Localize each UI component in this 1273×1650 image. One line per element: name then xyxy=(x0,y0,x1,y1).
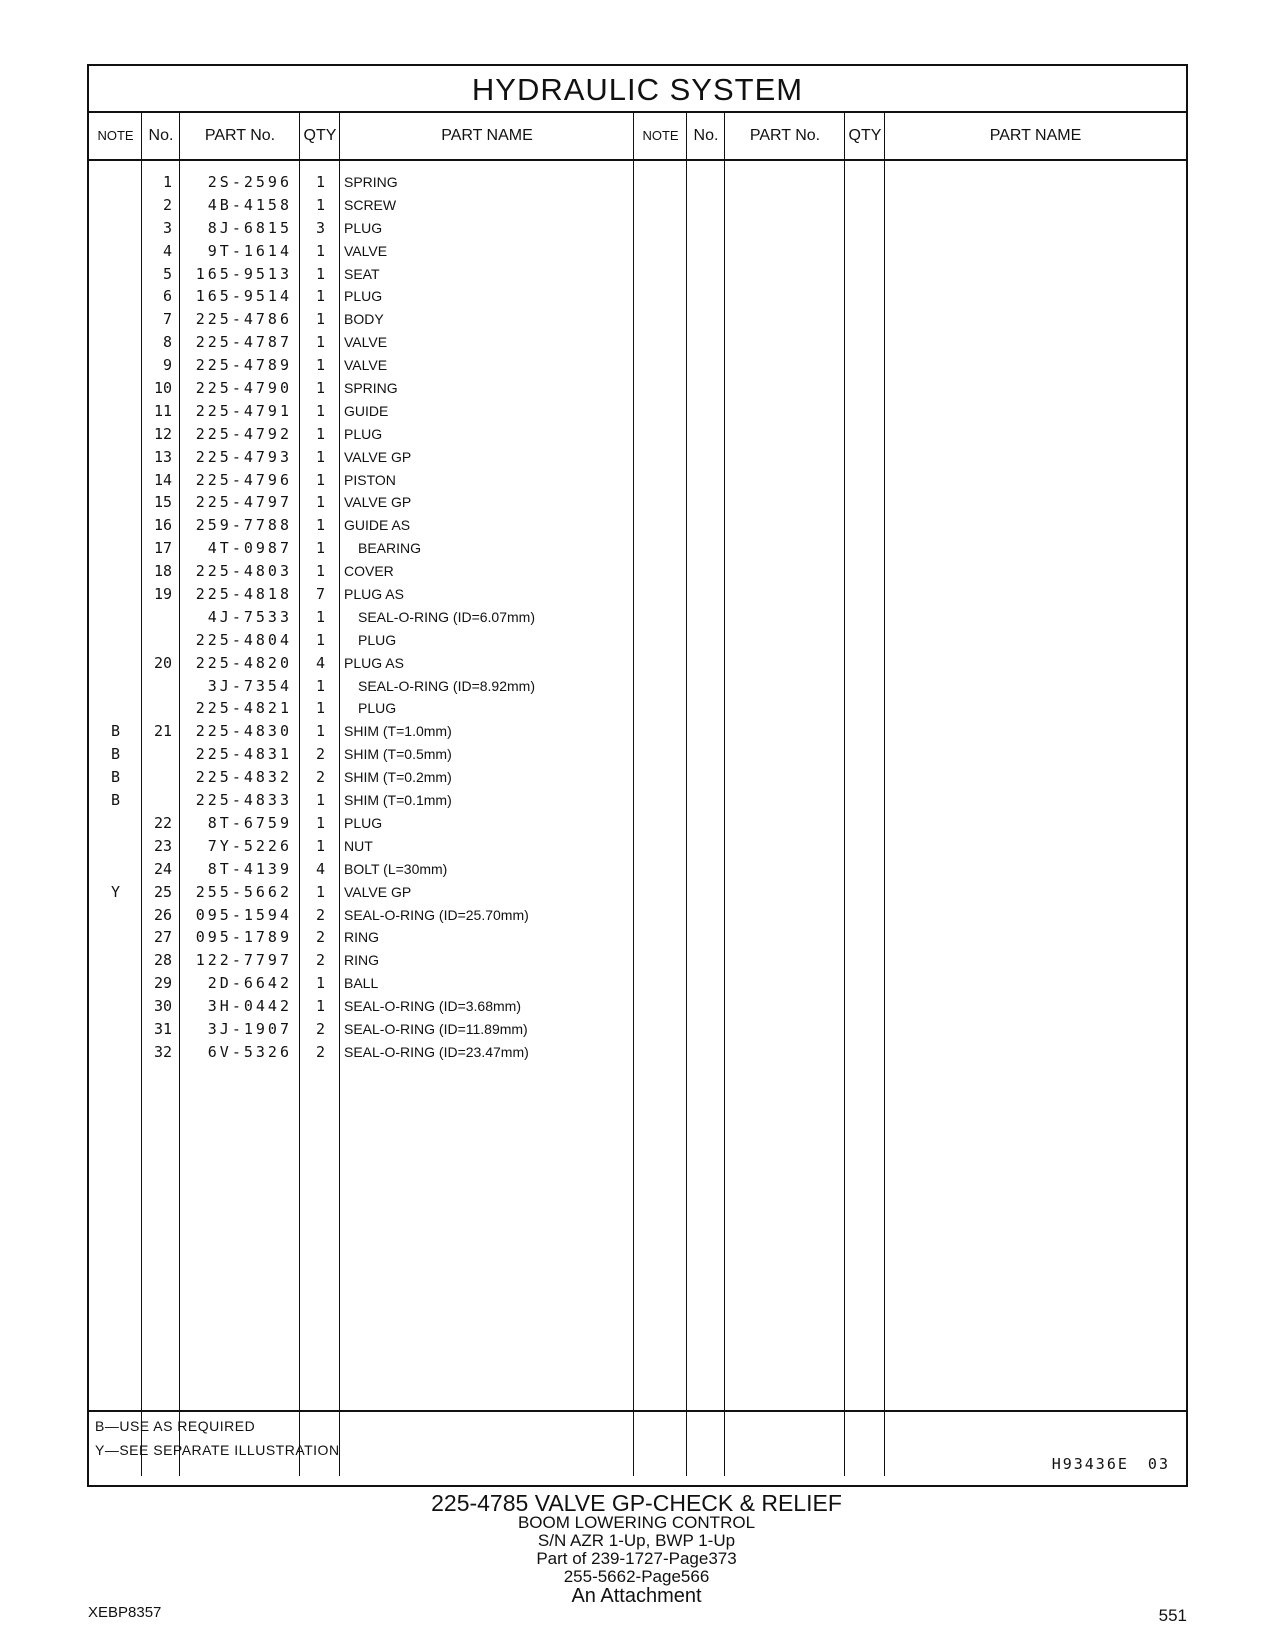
part-name-cell: VALVE xyxy=(344,334,388,351)
part-number-cell: 255-5662 xyxy=(195,882,292,901)
item-number-cell: 12 xyxy=(153,424,172,443)
part-name-cell: SHIM (T=0.1mm) xyxy=(344,792,452,809)
quantity-cell: 1 xyxy=(315,516,325,535)
item-number-cell: 15 xyxy=(153,493,172,512)
part-name-cell: SEAT xyxy=(344,265,380,282)
part-name-cell: SEAL-O-RING (ID=8.92mm) xyxy=(358,677,535,694)
quantity-cell: 1 xyxy=(315,241,325,260)
quantity-cell: 1 xyxy=(315,607,325,626)
table-row xyxy=(89,789,649,812)
part-name-cell: PLUG AS xyxy=(344,654,404,671)
item-number-cell: 21 xyxy=(153,722,172,741)
quantity-cell: 1 xyxy=(315,470,325,489)
table-row xyxy=(89,400,649,423)
part-name-cell: BEARING xyxy=(358,540,422,557)
table-row xyxy=(89,285,649,308)
part-number-cell: 225-4833 xyxy=(195,791,292,810)
quantity-cell: 1 xyxy=(315,997,325,1016)
table-row xyxy=(89,583,649,606)
col-header-no-left: No. xyxy=(148,127,174,144)
part-number-cell: 259-7788 xyxy=(195,516,292,535)
quantity-cell: 1 xyxy=(315,676,325,695)
column-divider xyxy=(141,113,142,161)
quantity-cell: 1 xyxy=(315,173,325,191)
quantity-cell: 2 xyxy=(315,745,325,764)
document-id: XEBP8357 xyxy=(88,1604,162,1621)
table-row xyxy=(89,491,649,514)
part-number-cell: 4J-7533 xyxy=(207,607,292,626)
item-number-cell: 3 xyxy=(162,218,172,237)
col-header-note-left: NOTE xyxy=(97,128,134,143)
part-number-cell: 6V-5326 xyxy=(207,1042,292,1061)
part-number-cell: 225-4786 xyxy=(195,310,292,329)
part-number-cell: 225-4832 xyxy=(195,768,292,787)
table-row xyxy=(89,926,649,949)
part-number-cell: 095-1594 xyxy=(195,905,292,924)
quantity-cell: 1 xyxy=(315,195,325,214)
quantity-cell: 1 xyxy=(315,722,325,741)
quantity-cell: 1 xyxy=(315,356,325,375)
item-number-cell: 2 xyxy=(162,195,172,214)
part-number-cell: 225-4791 xyxy=(195,401,292,420)
col-header-part-name-left: PART NAME xyxy=(441,127,533,144)
quantity-cell: 4 xyxy=(315,859,325,878)
item-number-cell: 26 xyxy=(153,905,172,924)
part-name-cell: PLUG AS xyxy=(344,586,404,603)
quantity-cell: 1 xyxy=(315,836,325,855)
part-number-cell: 2S-2596 xyxy=(207,173,292,191)
table-row xyxy=(89,514,649,537)
part-name-cell: SCREW xyxy=(344,196,397,213)
note-cell: B xyxy=(110,768,121,787)
item-number-cell: 16 xyxy=(153,516,172,535)
part-name-cell: NUT xyxy=(344,837,373,854)
quantity-cell: 1 xyxy=(315,882,325,901)
part-number-cell: 225-4789 xyxy=(195,356,292,375)
part-number-cell: 4T-0987 xyxy=(207,539,292,558)
note-cell: Y xyxy=(110,882,121,901)
caption-line: An Attachment xyxy=(571,1585,702,1607)
quantity-cell: 2 xyxy=(315,768,325,787)
column-divider xyxy=(686,161,687,1476)
column-divider xyxy=(633,113,634,161)
part-name-cell: SHIM (T=0.5mm) xyxy=(344,746,452,763)
parts-table-body xyxy=(89,171,649,1064)
part-name-cell: SEAL-O-RING (ID=3.68mm) xyxy=(344,998,521,1015)
quantity-cell: 1 xyxy=(315,424,325,443)
item-number-cell: 29 xyxy=(153,974,172,993)
quantity-cell: 1 xyxy=(315,974,325,993)
item-number-cell: 14 xyxy=(153,470,172,489)
item-number-cell: 10 xyxy=(153,379,172,398)
item-number-cell: 18 xyxy=(153,562,172,581)
part-name-cell: COVER xyxy=(344,563,394,580)
part-number-cell: 8T-4139 xyxy=(207,859,292,878)
part-name-cell: RING xyxy=(344,929,379,946)
column-divider xyxy=(339,113,340,161)
col-header-note-right: NOTE xyxy=(642,128,679,143)
quantity-cell: 1 xyxy=(315,813,325,832)
part-number-cell: 165-9514 xyxy=(195,287,292,306)
illustration-code: H93436E 03 xyxy=(1051,1455,1170,1473)
table-row xyxy=(89,331,649,354)
column-divider xyxy=(844,161,845,1476)
item-number-cell: 30 xyxy=(153,997,172,1016)
table-row xyxy=(89,812,649,835)
col-header-qty-right: QTY xyxy=(848,127,882,144)
column-divider xyxy=(299,113,300,161)
part-name-cell: BALL xyxy=(344,975,379,992)
part-name-cell: SHIM (T=0.2mm) xyxy=(344,769,452,786)
item-number-cell: 6 xyxy=(162,287,172,306)
quantity-cell: 1 xyxy=(315,493,325,512)
table-row xyxy=(89,469,649,492)
part-name-cell: VALVE GP xyxy=(344,494,412,511)
item-number-cell: 19 xyxy=(153,585,172,604)
column-divider xyxy=(724,161,725,1476)
item-number-cell: 4 xyxy=(162,241,172,260)
part-number-cell: 225-4790 xyxy=(195,379,292,398)
table-row xyxy=(89,354,649,377)
part-number-cell: 095-1789 xyxy=(195,928,292,947)
footnotes-area xyxy=(89,1410,1186,1485)
item-number-cell: 7 xyxy=(162,310,172,329)
quantity-cell: 1 xyxy=(315,287,325,306)
part-number-cell: 225-4830 xyxy=(195,722,292,741)
part-name-cell: SPRING xyxy=(344,174,398,190)
part-number-cell: 7Y-5226 xyxy=(207,836,292,855)
part-number-cell: 225-4831 xyxy=(195,745,292,764)
col-header-part-name-right: PART NAME xyxy=(989,127,1082,144)
table-row xyxy=(89,423,649,446)
column-divider xyxy=(884,161,885,1476)
part-name-cell: VALVE GP xyxy=(344,448,412,465)
column-divider xyxy=(179,113,180,161)
table-row xyxy=(89,904,649,927)
item-number-cell: 11 xyxy=(153,401,172,420)
table-row xyxy=(89,308,649,331)
part-name-cell: SPRING xyxy=(344,380,398,397)
col-header-no-right: No. xyxy=(693,127,719,144)
part-number-cell: 225-4821 xyxy=(195,699,292,718)
quantity-cell: 1 xyxy=(315,630,325,649)
table-row xyxy=(89,881,649,904)
part-number-cell: 2D-6642 xyxy=(207,974,292,993)
part-number-cell: 225-4818 xyxy=(195,585,292,604)
caption-line: BOOM LOWERING CONTROL xyxy=(517,1513,756,1532)
col-header-part-no-right: PART No. xyxy=(749,127,821,144)
table-row xyxy=(89,743,649,766)
table-row xyxy=(89,171,649,194)
part-name-cell: GUIDE xyxy=(344,402,389,419)
quantity-cell: 3 xyxy=(315,218,325,237)
part-name-cell: PLUG xyxy=(358,631,397,648)
part-number-cell: 225-4793 xyxy=(195,447,292,466)
table-row xyxy=(89,217,649,240)
table-row xyxy=(89,858,649,881)
table-row xyxy=(89,675,649,698)
part-name-cell: SEAL-O-RING (ID=25.70mm) xyxy=(344,906,529,923)
part-name-cell: PLUG xyxy=(358,700,397,717)
figure-caption xyxy=(0,1492,1273,1606)
part-name-cell: SEAL-O-RING (ID=11.89mm) xyxy=(344,1020,528,1037)
parts-list-frame xyxy=(87,64,1188,1487)
table-row xyxy=(89,537,649,560)
item-number-cell: 9 xyxy=(162,356,172,375)
table-row xyxy=(89,835,649,858)
item-number-cell: 20 xyxy=(153,653,172,672)
column-divider xyxy=(884,113,885,161)
part-name-cell: PLUG xyxy=(344,219,383,236)
part-number-cell: 225-4796 xyxy=(195,470,292,489)
table-row xyxy=(89,263,649,286)
table-row xyxy=(89,995,649,1018)
part-name-cell: GUIDE AS xyxy=(344,517,411,534)
col-header-qty-left: QTY xyxy=(303,127,337,144)
quantity-cell: 2 xyxy=(315,1019,325,1038)
quantity-cell: 1 xyxy=(315,379,325,398)
part-name-cell: PLUG xyxy=(344,425,383,442)
part-number-cell: 225-4803 xyxy=(195,562,292,581)
part-name-cell: SEAL-O-RING (ID=6.07mm) xyxy=(358,608,535,625)
part-name-cell: PISTON xyxy=(344,471,396,488)
quantity-cell: 1 xyxy=(315,562,325,581)
item-number-cell: 5 xyxy=(162,264,172,283)
part-number-cell: 225-4792 xyxy=(195,424,292,443)
footnote-y: Y—SEE SEPARATE ILLUSTRATION xyxy=(95,1442,340,1458)
column-divider xyxy=(844,113,845,161)
caption-title: 225-4785 VALVE GP-CHECK & RELIEF xyxy=(431,1490,842,1516)
quantity-cell: 1 xyxy=(315,310,325,329)
part-number-cell: 225-4797 xyxy=(195,493,292,512)
part-name-cell: VALVE GP xyxy=(344,883,412,900)
table-row xyxy=(89,720,649,743)
part-name-cell: VALVE xyxy=(344,357,388,374)
footnote-b: B—USE AS REQUIRED xyxy=(95,1418,256,1434)
column-divider xyxy=(686,113,687,161)
item-number-cell: 32 xyxy=(153,1042,172,1061)
quantity-cell: 2 xyxy=(315,928,325,947)
caption-line: S/N AZR 1-Up, BWP 1-Up xyxy=(537,1531,736,1550)
column-divider xyxy=(724,113,725,161)
quantity-cell: 7 xyxy=(315,585,325,604)
item-number-cell: 8 xyxy=(162,333,172,352)
item-number-cell: 1 xyxy=(162,173,172,191)
quantity-cell: 1 xyxy=(315,264,325,283)
caption-line: Part of 239-1727-Page373 xyxy=(536,1549,737,1568)
quantity-cell: 2 xyxy=(315,905,325,924)
table-row xyxy=(89,1041,649,1064)
quantity-cell: 1 xyxy=(315,447,325,466)
quantity-cell: 4 xyxy=(315,653,325,672)
part-number-cell: 8T-6759 xyxy=(207,813,292,832)
part-number-cell: 122-7797 xyxy=(195,951,292,970)
part-name-cell: SHIM (T=1.0mm) xyxy=(344,723,452,740)
part-number-cell: 4B-4158 xyxy=(207,195,292,214)
part-number-cell: 3J-1907 xyxy=(207,1019,292,1038)
caption-line: 255-5662-Page566 xyxy=(563,1567,710,1586)
part-name-cell: BODY xyxy=(344,311,384,328)
note-cell: B xyxy=(110,722,121,741)
part-number-cell: 225-4804 xyxy=(195,630,292,649)
part-name-cell: VALVE xyxy=(344,242,388,259)
table-row xyxy=(89,377,649,400)
item-number-cell: 27 xyxy=(153,928,172,947)
item-number-cell: 28 xyxy=(153,951,172,970)
part-name-cell: SEAL-O-RING (ID=23.47mm) xyxy=(344,1043,529,1060)
table-row xyxy=(89,652,649,675)
part-number-cell: 225-4787 xyxy=(195,333,292,352)
table-row xyxy=(89,194,649,217)
note-cell: B xyxy=(110,791,121,810)
part-name-cell: BOLT (L=30mm) xyxy=(344,860,448,877)
table-row xyxy=(89,972,649,995)
quantity-cell: 1 xyxy=(315,333,325,352)
note-cell: B xyxy=(110,745,121,764)
item-number-cell: 22 xyxy=(153,813,172,832)
table-row xyxy=(89,606,649,629)
table-row xyxy=(89,949,649,972)
part-number-cell: 9T-1614 xyxy=(207,241,292,260)
quantity-cell: 1 xyxy=(315,791,325,810)
table-row xyxy=(89,766,649,789)
part-name-cell: RING xyxy=(344,952,379,969)
table-row xyxy=(89,697,649,720)
table-row xyxy=(89,560,649,583)
part-number-cell: 165-9513 xyxy=(195,264,292,283)
quantity-cell: 1 xyxy=(315,539,325,558)
table-row xyxy=(89,446,649,469)
item-number-cell: 31 xyxy=(153,1019,172,1038)
quantity-cell: 2 xyxy=(315,1042,325,1061)
quantity-cell: 2 xyxy=(315,951,325,970)
col-header-part-no-left: PART No. xyxy=(204,127,276,144)
quantity-cell: 1 xyxy=(315,699,325,718)
part-number-cell: 3H-0442 xyxy=(207,997,292,1016)
item-number-cell: 17 xyxy=(153,539,172,558)
part-name-cell: PLUG xyxy=(344,814,383,831)
part-name-cell: PLUG xyxy=(344,288,383,305)
quantity-cell: 1 xyxy=(315,401,325,420)
section-title: HYDRAULIC SYSTEM xyxy=(89,66,1186,113)
page-number: 551 xyxy=(1158,1606,1187,1625)
part-number-cell: 225-4820 xyxy=(195,653,292,672)
item-number-cell: 24 xyxy=(153,859,172,878)
table-row xyxy=(89,240,649,263)
part-number-cell: 8J-6815 xyxy=(207,218,292,237)
column-header-row xyxy=(89,113,1186,161)
table-row xyxy=(89,1018,649,1041)
table-row xyxy=(89,629,649,652)
item-number-cell: 25 xyxy=(153,882,172,901)
item-number-cell: 23 xyxy=(153,836,172,855)
item-number-cell: 13 xyxy=(153,447,172,466)
part-number-cell: 3J-7354 xyxy=(207,676,292,695)
